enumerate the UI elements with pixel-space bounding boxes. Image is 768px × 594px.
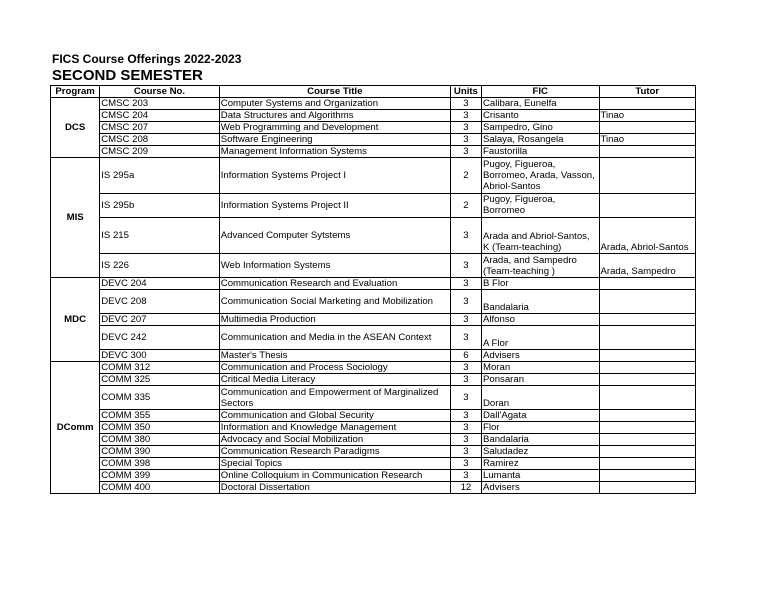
- course-offerings-table: [50, 85, 696, 494]
- fic-cell: Flor: [481, 422, 599, 434]
- fic-cell: Calibara, Eunelfa: [481, 98, 599, 110]
- table-row: [51, 362, 696, 374]
- table-row: [51, 386, 696, 410]
- units-cell: 3: [450, 434, 481, 446]
- table-row: [51, 314, 696, 326]
- table-row: [51, 146, 696, 158]
- table-header-row: [51, 86, 696, 98]
- tutor-cell: [599, 374, 696, 386]
- units-cell: 3: [450, 458, 481, 470]
- course-no-cell: COMM 398: [100, 458, 220, 470]
- tutor-cell: [599, 422, 696, 434]
- table-row: [51, 482, 696, 494]
- tutor-cell: Tinao: [599, 110, 696, 122]
- fic-cell: Pugoy, Figueroa, Borromeo, Arada, Vasson, Abriol-Santos: [481, 158, 599, 194]
- tutor-cell: [599, 458, 696, 470]
- fic-cell: Alfonso: [481, 314, 599, 326]
- tutor-cell: [599, 314, 696, 326]
- course-no-cell: IS 295a: [100, 158, 220, 194]
- fic-cell: Arada, and Sampedro (Team-teaching ): [481, 254, 599, 278]
- table-row: [51, 374, 696, 386]
- course-title-cell: Multimedia Production: [219, 314, 450, 326]
- fic-cell: Ramirez: [481, 458, 599, 470]
- course-title-cell: Doctoral Dissertation: [219, 482, 450, 494]
- program-cell: DComm: [51, 362, 100, 494]
- units-cell: 3: [450, 278, 481, 290]
- header-units: Units: [450, 86, 481, 98]
- course-no-cell: DEVC 207: [100, 314, 220, 326]
- fic-cell: Bandalaria: [481, 290, 599, 314]
- course-title-cell: Communication Social Marketing and Mobilization: [219, 290, 450, 314]
- course-no-cell: IS 226: [100, 254, 220, 278]
- tutor-cell: [599, 122, 696, 134]
- course-no-cell: COMM 335: [100, 386, 220, 410]
- course-no-cell: CMSC 208: [100, 134, 220, 146]
- program-cell: DCS: [51, 98, 100, 158]
- fic-cell: B Flor: [481, 278, 599, 290]
- tutor-cell: [599, 158, 696, 194]
- course-title-cell: Advocacy and Social Mobilization: [219, 434, 450, 446]
- table-row: [51, 194, 696, 218]
- fic-cell: Arada and Abriol-Santos, K (Team-teaching): [481, 218, 599, 254]
- units-cell: 3: [450, 110, 481, 122]
- header-tutor: Tutor: [599, 86, 696, 98]
- course-title-cell: Critical Media Literacy: [219, 374, 450, 386]
- units-cell: 3: [450, 98, 481, 110]
- table-row: [51, 434, 696, 446]
- course-title-cell: Computer Systems and Organization: [219, 98, 450, 110]
- units-cell: 3: [450, 254, 481, 278]
- tutor-cell: [599, 482, 696, 494]
- units-cell: 3: [450, 470, 481, 482]
- tutor-cell: [599, 386, 696, 410]
- tutor-cell: Tinao: [599, 134, 696, 146]
- course-no-cell: COMM 355: [100, 410, 220, 422]
- units-cell: 3: [450, 122, 481, 134]
- tutor-cell: [599, 194, 696, 218]
- document-title: FICS Course Offerings 2022-2023: [52, 52, 242, 66]
- table-row: [51, 458, 696, 470]
- course-title-cell: Online Colloquium in Communication Research: [219, 470, 450, 482]
- header-fic: FIC: [481, 86, 599, 98]
- fic-cell: A Flor: [481, 326, 599, 350]
- course-title-cell: Communication and Process Sociology: [219, 362, 450, 374]
- course-title-cell: Special Topics: [219, 458, 450, 470]
- tutor-cell: [599, 434, 696, 446]
- course-title-cell: Information Systems Project II: [219, 194, 450, 218]
- course-no-cell: DEVC 242: [100, 326, 220, 350]
- tutor-cell: [599, 278, 696, 290]
- course-no-cell: IS 215: [100, 218, 220, 254]
- fic-cell: Advisers: [481, 482, 599, 494]
- table-row: [51, 290, 696, 314]
- fic-cell: Salaya, Rosangela: [481, 134, 599, 146]
- course-no-cell: DEVC 204: [100, 278, 220, 290]
- units-cell: 2: [450, 194, 481, 218]
- program-cell: MIS: [51, 158, 100, 278]
- course-title-cell: Communication Research and Evaluation: [219, 278, 450, 290]
- tutor-cell: [599, 470, 696, 482]
- units-cell: 3: [450, 422, 481, 434]
- course-title-cell: Information Systems Project I: [219, 158, 450, 194]
- table-row: [51, 446, 696, 458]
- course-no-cell: DEVC 208: [100, 290, 220, 314]
- course-title-cell: Communication and Media in the ASEAN Context: [219, 326, 450, 350]
- header-course-no: Course No.: [100, 86, 220, 98]
- tutor-cell: [599, 326, 696, 350]
- table-row: [51, 158, 696, 194]
- units-cell: 3: [450, 446, 481, 458]
- table-row: [51, 278, 696, 290]
- fic-cell: Bandalaria: [481, 434, 599, 446]
- course-no-cell: COMM 380: [100, 434, 220, 446]
- table-row: [51, 122, 696, 134]
- units-cell: 3: [450, 362, 481, 374]
- tutor-cell: [599, 446, 696, 458]
- course-no-cell: DEVC 300: [100, 350, 220, 362]
- fic-cell: Crisanto: [481, 110, 599, 122]
- course-no-cell: CMSC 209: [100, 146, 220, 158]
- course-no-cell: COMM 350: [100, 422, 220, 434]
- course-no-cell: COMM 325: [100, 374, 220, 386]
- course-title-cell: Advanced Computer Sytstems: [219, 218, 450, 254]
- units-cell: 3: [450, 314, 481, 326]
- course-no-cell: CMSC 204: [100, 110, 220, 122]
- units-cell: 12: [450, 482, 481, 494]
- table-row: [51, 350, 696, 362]
- units-cell: 3: [450, 410, 481, 422]
- course-no-cell: CMSC 203: [100, 98, 220, 110]
- course-no-cell: COMM 312: [100, 362, 220, 374]
- course-title-cell: Communication and Empowerment of Marginalized Sectors: [219, 386, 450, 410]
- course-no-cell: COMM 390: [100, 446, 220, 458]
- units-cell: 3: [450, 290, 481, 314]
- fic-cell: Ponsaran: [481, 374, 599, 386]
- units-cell: 3: [450, 374, 481, 386]
- fic-cell: Dall'Agata: [481, 410, 599, 422]
- course-no-cell: COMM 399: [100, 470, 220, 482]
- fic-cell: Saludadez: [481, 446, 599, 458]
- units-cell: 3: [450, 326, 481, 350]
- course-title-cell: Management Information Systems: [219, 146, 450, 158]
- tutor-cell: [599, 290, 696, 314]
- units-cell: 3: [450, 218, 481, 254]
- units-cell: 2: [450, 158, 481, 194]
- table-row: [51, 218, 696, 254]
- fic-cell: Lumanta: [481, 470, 599, 482]
- course-title-cell: Software Engineering: [219, 134, 450, 146]
- tutor-cell: Arada, Abriol-Santos: [599, 218, 696, 254]
- header-program: Program: [51, 86, 100, 98]
- table-row: [51, 422, 696, 434]
- course-title-cell: Web Information Systems: [219, 254, 450, 278]
- units-cell: 3: [450, 386, 481, 410]
- tutor-cell: [599, 98, 696, 110]
- fic-cell: Faustorilla: [481, 146, 599, 158]
- tutor-cell: [599, 350, 696, 362]
- fic-cell: Pugoy, Figueroa, Borromeo: [481, 194, 599, 218]
- course-title-cell: Master's Thesis: [219, 350, 450, 362]
- course-title-cell: Communication Research Paradigms: [219, 446, 450, 458]
- fic-cell: Moran: [481, 362, 599, 374]
- tutor-cell: [599, 410, 696, 422]
- table-row: [51, 470, 696, 482]
- program-cell: MDC: [51, 278, 100, 362]
- course-no-cell: CMSC 207: [100, 122, 220, 134]
- table-row: [51, 410, 696, 422]
- header-course-title: Course Title: [219, 86, 450, 98]
- table-row: [51, 98, 696, 110]
- course-no-cell: COMM 400: [100, 482, 220, 494]
- units-cell: 3: [450, 134, 481, 146]
- table-row: [51, 110, 696, 122]
- course-title-cell: Data Structures and Algorithms: [219, 110, 450, 122]
- semester-heading: SECOND SEMESTER: [52, 67, 203, 84]
- course-title-cell: Web Programming and Development: [219, 122, 450, 134]
- tutor-cell: [599, 362, 696, 374]
- units-cell: 6: [450, 350, 481, 362]
- units-cell: 3: [450, 146, 481, 158]
- table-row: [51, 134, 696, 146]
- course-title-cell: Communication and Global Security: [219, 410, 450, 422]
- fic-cell: Doran: [481, 386, 599, 410]
- table-row: [51, 326, 696, 350]
- fic-cell: Advisers: [481, 350, 599, 362]
- tutor-cell: Arada, Sampedro: [599, 254, 696, 278]
- table-row: [51, 254, 696, 278]
- course-no-cell: IS 295b: [100, 194, 220, 218]
- fic-cell: Sampedro, Gino: [481, 122, 599, 134]
- tutor-cell: [599, 146, 696, 158]
- course-title-cell: Information and Knowledge Management: [219, 422, 450, 434]
